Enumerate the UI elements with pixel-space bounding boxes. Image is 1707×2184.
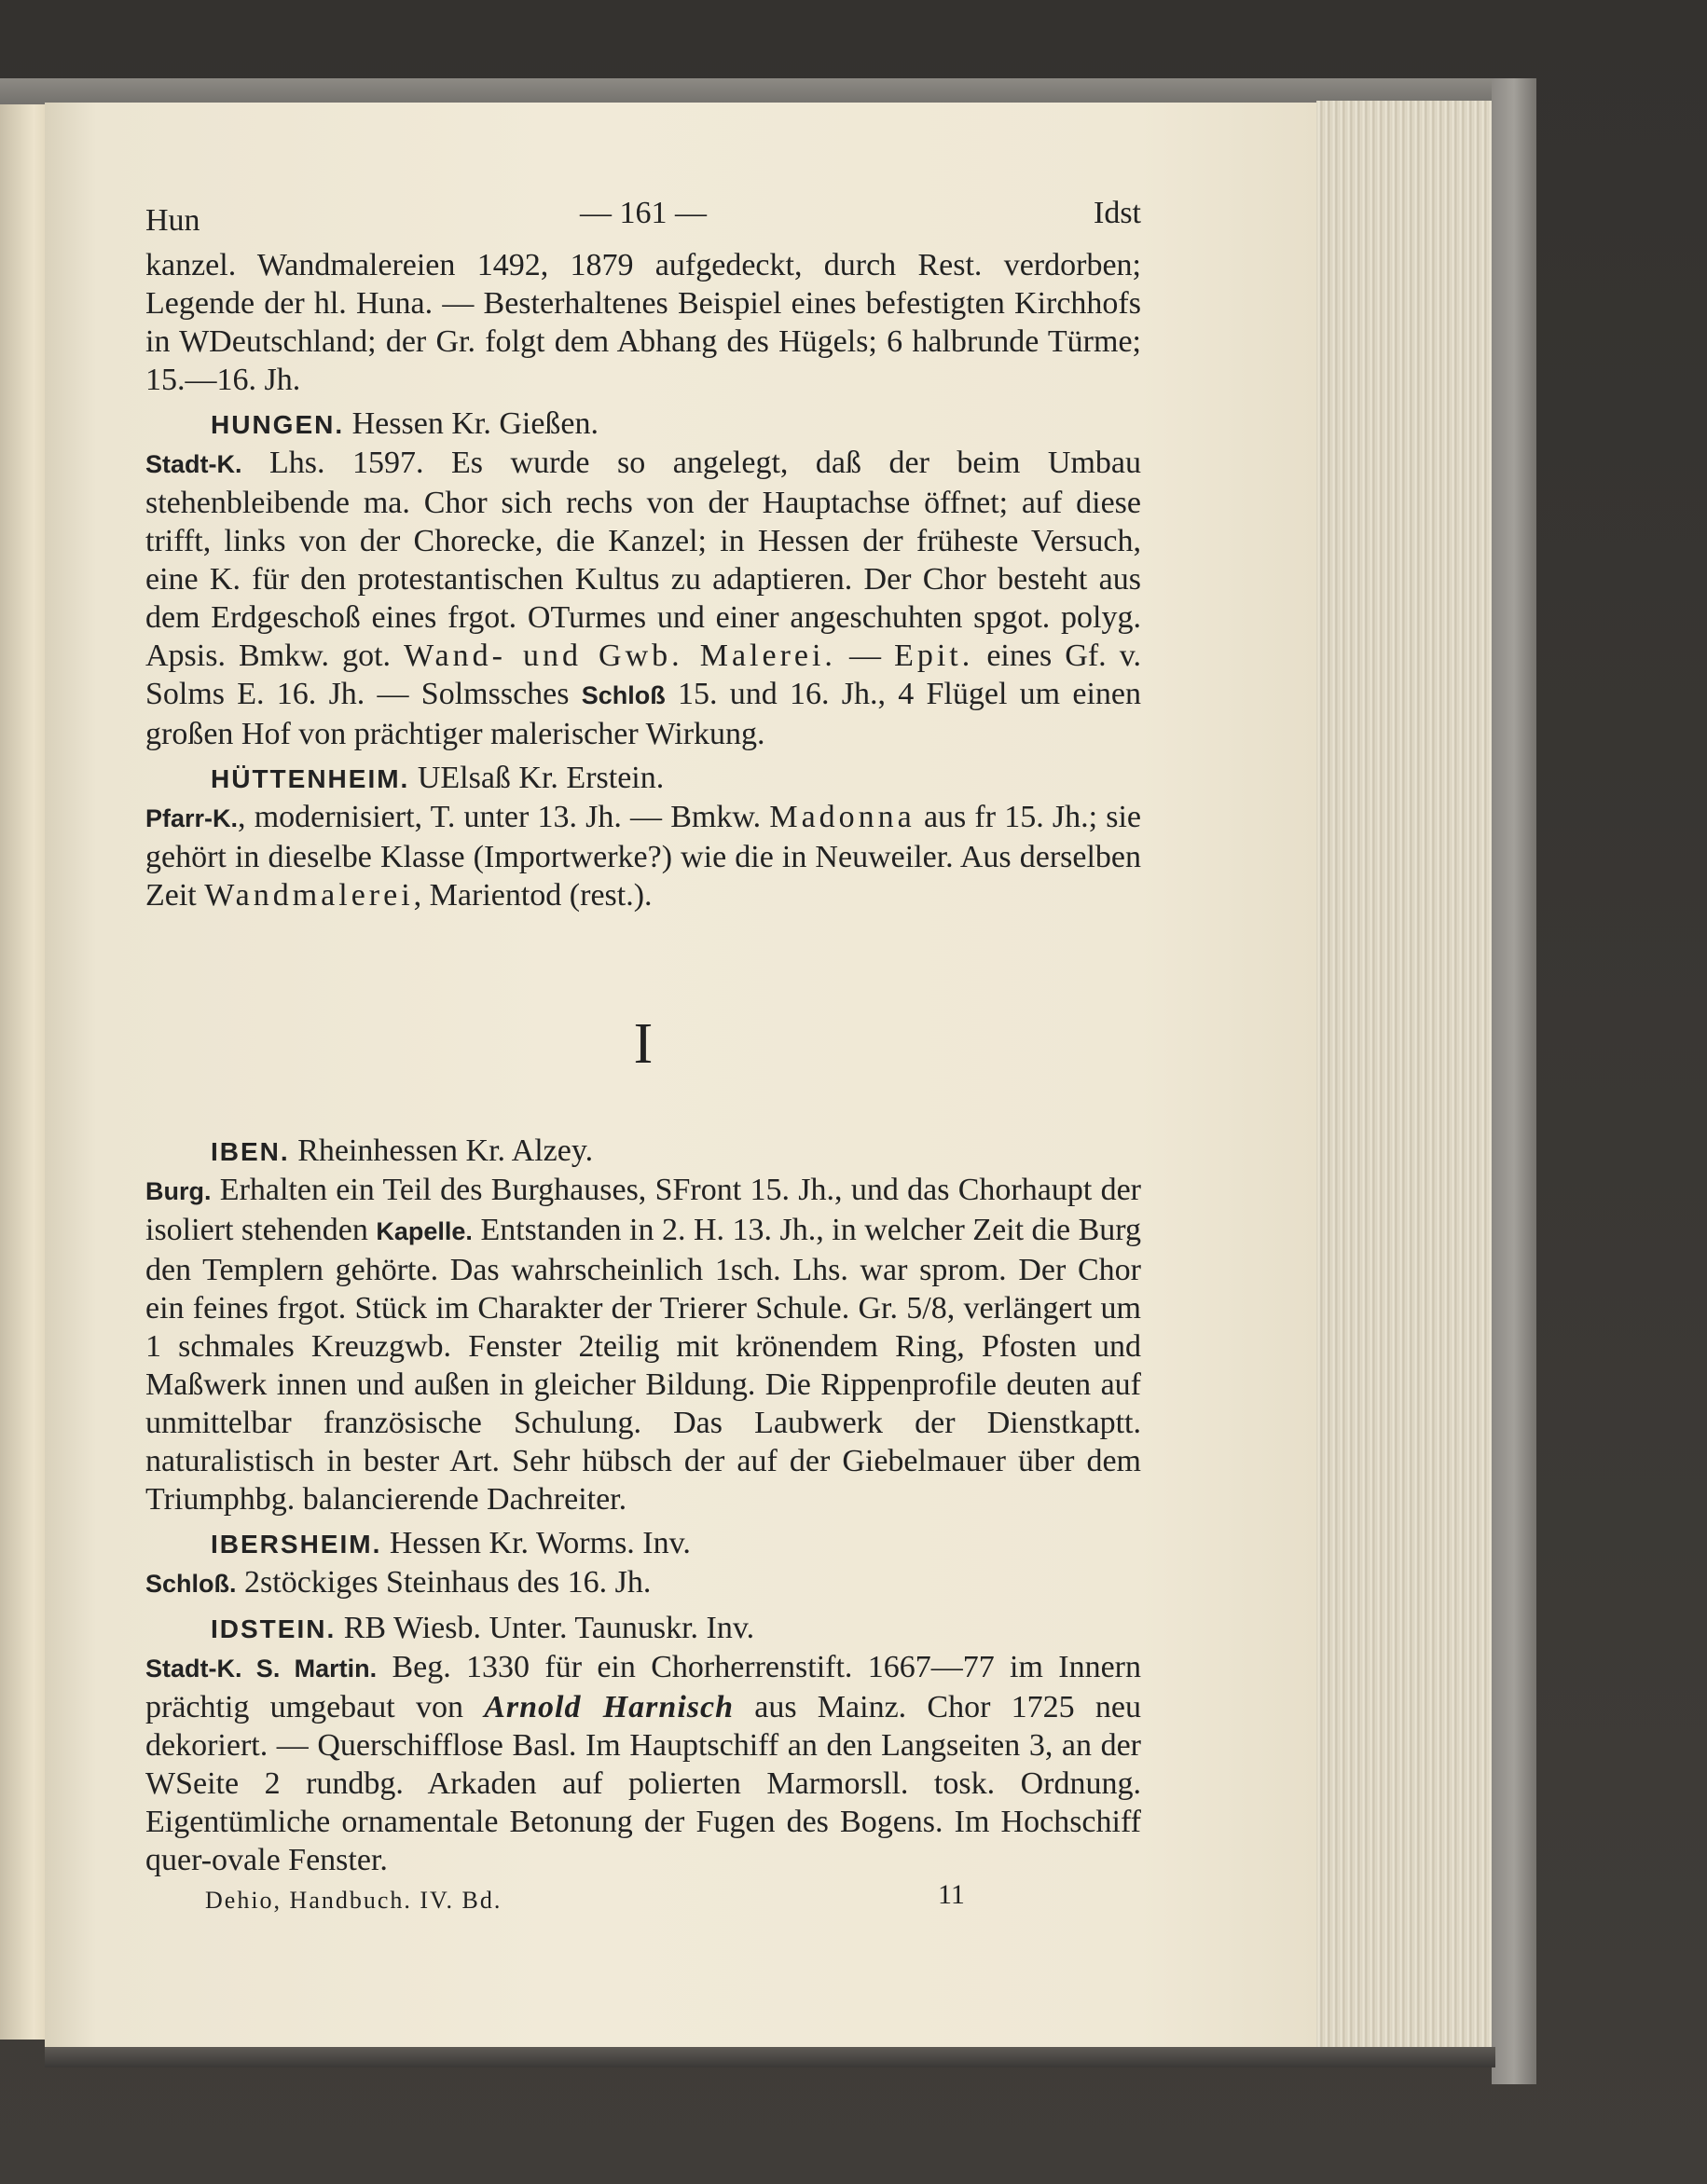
entry-title: HUNGEN.: [211, 410, 345, 439]
entry-title: IBEN.: [211, 1137, 290, 1166]
spaced-term: Madonna: [769, 800, 915, 834]
entry-body: [145, 1171, 1141, 1518]
paragraph-continuation: kanzel. Wandmalereien 1492, 1879 aufgedeckt, durch Rest. verdorben; Legende der hl. Huna. — Besterhaltenes Beispiel eines befestigten Kirchhofs in WDeutschland; der Gr. folgt dem Abhang des Hügels; 6 halbrunde Türme; 15.—16. Jh.: [145, 248, 1141, 397]
footer-sheet-number: 11: [938, 1879, 965, 1910]
keyword: Pfarr-K.: [145, 804, 239, 832]
keyword: Kapelle.: [376, 1217, 473, 1245]
entry-body: [145, 1563, 1141, 1603]
page-bottom-shadow: [45, 2047, 1495, 2067]
text-run: , Marientod (rest.).: [413, 878, 653, 913]
facing-page-edge: [0, 104, 48, 2040]
page-content: [145, 196, 1141, 1920]
book-cover-right-edge: [1492, 78, 1536, 2084]
entry-heading: [211, 1609, 1141, 1648]
entry-title: IBERSHEIM.: [211, 1530, 382, 1559]
entry-hungen: [145, 405, 1141, 753]
entry-location: UElsaß Kr. Erstein.: [409, 761, 665, 795]
keyword: Stadt-K. S. Martin.: [145, 1655, 378, 1683]
text-run: , modernisiert, T. unter 13. Jh. — Bmkw.: [238, 800, 770, 834]
entry-body: [145, 1648, 1141, 1879]
text-run: Entstanden in 2. H. 13. Jh., in welcher Zeit die Burg den Templern gehörte. Das wahrscheinlich 1sch. Lhs. war sprom. Der Chor ein feines frgot. Stück im Charakter der Trierer Schule. Gr. 5/8, verlängert um 1 schmales Kreuzgwb. Fenster 2teilig mit krönendem Ring, Pfosten und Maßwerk innen und außen in gleicher Bildung. Die Rippenprofile deuten auf unmittelbar französische Schulung. Das Laubwerk der Dienstkaptt. naturalistisch in bester Art. Sehr hübsch der auf der Giebelmauer über dem Triumphbg. balancierende Dachreiter.: [145, 1213, 1141, 1517]
entry-body: [145, 444, 1141, 753]
page-number-header: — 161 —: [580, 196, 707, 230]
entry-idstein: [145, 1609, 1141, 1879]
entry-location: RB Wiesb. Unter. Taunuskr. Inv.: [336, 1611, 755, 1645]
entry-heading: [211, 1524, 1141, 1563]
keyword: Stadt-K.: [145, 450, 242, 478]
entry-location: Hessen Kr. Worms. Inv.: [381, 1526, 691, 1560]
entry-huettenheim: [145, 759, 1141, 914]
section-letter-heading: I: [633, 1012, 654, 1076]
entry-iben: [145, 1132, 1141, 1518]
spaced-term: Wand- und Gwb. Malerei.: [404, 639, 836, 673]
keyword: Burg.: [145, 1177, 212, 1205]
entry-location: Hessen Kr. Gießen.: [344, 406, 599, 441]
page-footer: [145, 1879, 1141, 1920]
entry-ibersheim: [145, 1524, 1141, 1603]
text-run: aus fr 15. Jh.; sie gehört in dieselbe Klasse (Importwerke?) wie die in Neuweiler. Aus derselben Zeit: [145, 800, 1141, 913]
entry-heading: [211, 405, 1141, 444]
text-run: aus Mainz. Chor 1725 neu dekoriert. — Querschifflose Basl. Im Hauptschiff an den Langseiten 3, an der WSeite 2 rundbg. Arkaden auf polierten Marmorsll. tosk. Ordnung. Eigentümliche ornamentale Betonung der Fugen des Bogens. Im Hochschiff quer-ovale Fenster.: [145, 1690, 1141, 1877]
footer-signature: Dehio, Handbuch. IV. Bd.: [205, 1887, 502, 1914]
entry-body: [145, 798, 1141, 914]
text-run: Lhs. 1597. Es wurde so angelegt, daß der beim Umbau stehenbleibende ma. Chor sich rechs von der Hauptachse öffnet; auf diese trifft, links von der Chorecke, die Kanzel; in Hessen der früheste Versuch, eine K. für den protestantischen Kultus zu adaptieren. Der Chor besteht aus dem Erdgeschoß eines frgot. OTurmes und einer angeschuhten spgot. polyg. Apsis. Bmkw. got.: [145, 446, 1141, 673]
entry-location: Rheinhessen Kr. Alzey.: [289, 1133, 594, 1168]
text-run: Erhalten ein Teil des Burghauses, SFront 15. Jh., und das Chorhaupt der isoliert stehenden: [145, 1173, 1141, 1247]
running-header: [145, 196, 1141, 246]
text-run: —: [835, 639, 895, 673]
artist-name: Arnold Harnisch: [484, 1690, 734, 1724]
entry-heading: [211, 1132, 1141, 1171]
entry-title: IDSTEIN.: [211, 1614, 337, 1643]
spaced-term: Epit.: [894, 639, 974, 673]
entry-heading: [211, 759, 1141, 798]
text-run: eines Gf. v. Solms E. 16. Jh. — Solmssches: [145, 639, 1142, 711]
entry-title: HÜTTENHEIM.: [211, 764, 410, 793]
page-block-edges: [1316, 101, 1494, 2051]
header-left-keyword: Hun: [145, 203, 200, 238]
keyword: Schloß.: [145, 1570, 237, 1598]
keyword: Schloß: [581, 681, 666, 709]
text-run: Beg. 1330 für ein Chorherrenstift. 1667—77 im Innern prächtig umgebaut von: [145, 1650, 1142, 1724]
header-right-keyword: Idst: [1094, 196, 1141, 230]
text-run: 15. und 16. Jh., 4 Flügel um einen großen Hof von prächtiger malerischer Wirkung.: [145, 677, 1141, 751]
spaced-term: Wandmalerei: [204, 878, 414, 913]
text-run: 2stöckiges Steinhaus des 16. Jh.: [236, 1565, 652, 1600]
